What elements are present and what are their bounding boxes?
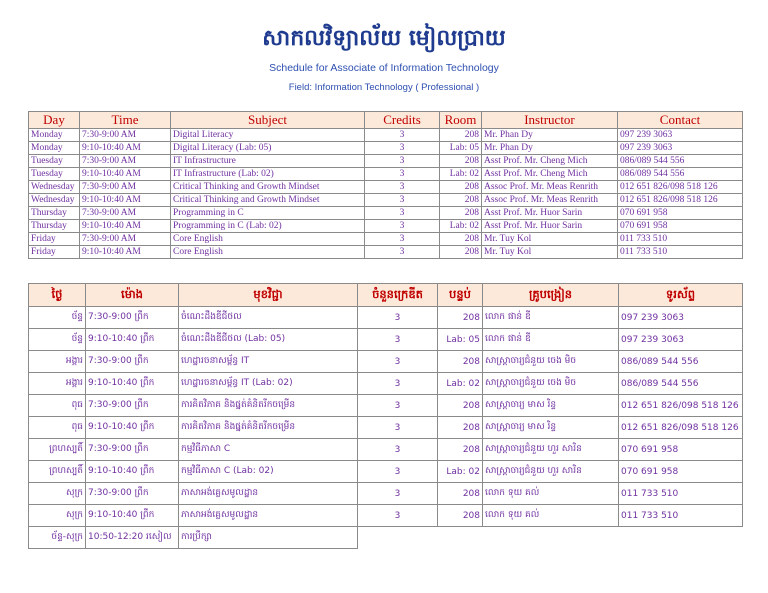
table-cell: 7:30-9:00 ព្រឹក bbox=[86, 395, 179, 417]
table-cell: 3 bbox=[358, 461, 438, 483]
empty-cell bbox=[438, 527, 483, 549]
table-cell: 10:50-12:20 រសៀល bbox=[86, 527, 179, 549]
table-cell: សុក្រ bbox=[29, 483, 86, 505]
table-row bbox=[29, 505, 743, 527]
table-cell: Core English bbox=[171, 246, 365, 259]
table-cell: Assoc Prof. Mr. Meas Renrith bbox=[482, 194, 618, 207]
empty-cell bbox=[483, 527, 619, 549]
table-cell: 012 651 826/098 518 126 bbox=[618, 181, 743, 194]
table-cell: 011 733 510 bbox=[619, 505, 743, 527]
table-cell: 011 733 510 bbox=[618, 233, 743, 246]
table-cell: 208 bbox=[438, 395, 483, 417]
table-cell: 9:10-10:40 AM bbox=[80, 220, 171, 233]
column-header: Time bbox=[80, 112, 171, 129]
table-cell: ចំណេះដឹងឌីជីថល bbox=[179, 307, 358, 329]
table-cell: Asst Prof. Mr. Cheng Mich bbox=[482, 168, 618, 181]
table-cell: 9:10-10:40 AM bbox=[80, 194, 171, 207]
table-cell: ច័ន្ទ-សុក្រ bbox=[29, 527, 86, 549]
table-cell: ភាសាអង់គ្លេសមូលដ្ឋាន bbox=[179, 483, 358, 505]
table-cell: 208 bbox=[438, 505, 483, 527]
table-cell: Monday bbox=[29, 129, 80, 142]
table-row bbox=[29, 220, 743, 233]
table-cell: 9:10-10:40 ព្រឹក bbox=[86, 505, 179, 527]
table-cell: 7:30-9:00 ព្រឹក bbox=[86, 307, 179, 329]
table-row bbox=[29, 395, 743, 417]
table-cell: Programming in C bbox=[171, 207, 365, 220]
table-row bbox=[29, 307, 743, 329]
table-cell: 208 bbox=[438, 483, 483, 505]
table-cell: 070 691 958 bbox=[619, 439, 743, 461]
table-row bbox=[29, 483, 743, 505]
table-cell: Thursday bbox=[29, 207, 80, 220]
table-cell: 3 bbox=[365, 220, 440, 233]
table-cell: 9:10-10:40 AM bbox=[80, 142, 171, 155]
table-cell: Asst Prof. Mr. Cheng Mich bbox=[482, 155, 618, 168]
table-cell: IT Infrastructure bbox=[171, 155, 365, 168]
table-cell: កម្មវិធីភាសា C (Lab: 02) bbox=[179, 461, 358, 483]
table-cell: លោក ផាន់ ឌី bbox=[483, 329, 619, 351]
table-cell: 097 239 3063 bbox=[618, 129, 743, 142]
field-label: Field: Information Technology ( Professional ) bbox=[288, 82, 480, 93]
table-cell: Mr. Tuy Kol bbox=[482, 246, 618, 259]
table-cell: អង្គារ bbox=[29, 351, 86, 373]
table-row bbox=[29, 233, 743, 246]
table-row bbox=[29, 142, 743, 155]
english-schedule-table bbox=[28, 111, 743, 259]
table-cell: ពុធ bbox=[29, 417, 86, 439]
table-cell: Mr. Phan Dy bbox=[482, 129, 618, 142]
table-cell: 208 bbox=[438, 439, 483, 461]
table-cell: សាស្ត្រាចារ្យជំនួយ ចេង មិច bbox=[483, 351, 619, 373]
table-cell: 070 691 958 bbox=[618, 220, 743, 233]
table-cell: លោក ផាន់ ឌី bbox=[483, 307, 619, 329]
table-cell: ការប្រឹក្សា bbox=[179, 527, 358, 549]
table-cell: អង្គារ bbox=[29, 373, 86, 395]
table-cell: សាស្ត្រាចារ្យ មាស រិន្ទ bbox=[483, 395, 619, 417]
table-cell: 011 733 510 bbox=[618, 246, 743, 259]
table-cell: 3 bbox=[365, 246, 440, 259]
table-cell: 3 bbox=[365, 142, 440, 155]
table-cell: Lab: 05 bbox=[438, 329, 483, 351]
table-cell: Lab: 05 bbox=[440, 142, 482, 155]
table-row bbox=[29, 168, 743, 181]
table-cell: 9:10-10:40 ព្រឹក bbox=[86, 329, 179, 351]
table-cell: Lab: 02 bbox=[440, 168, 482, 181]
table-cell: 7:30-9:00 AM bbox=[80, 181, 171, 194]
table-header-row bbox=[29, 112, 743, 129]
table-cell: សាស្ត្រាចារ្យជំនួយ ហួរ សារិន bbox=[483, 439, 619, 461]
table-row bbox=[29, 194, 743, 207]
column-header: គ្រូបង្រៀន bbox=[483, 284, 619, 307]
table-cell: 208 bbox=[440, 246, 482, 259]
table-row bbox=[29, 351, 743, 373]
table-cell: Core English bbox=[171, 233, 365, 246]
table-cell: 7:30-9:00 AM bbox=[80, 129, 171, 142]
table-cell: Lab: 02 bbox=[438, 373, 483, 395]
empty-cell bbox=[358, 527, 438, 549]
table-cell: ច័ន្ទ bbox=[29, 329, 86, 351]
column-header: Subject bbox=[171, 112, 365, 129]
table-cell: 9:10-10:40 AM bbox=[80, 246, 171, 259]
table-cell: 3 bbox=[365, 194, 440, 207]
table-cell: លោក ទុយ គល់ bbox=[483, 483, 619, 505]
table-row bbox=[29, 181, 743, 194]
table-cell: 3 bbox=[358, 439, 438, 461]
university-title: សាកលវិទ្យាល័យ មៀលប្រាយ bbox=[262, 26, 506, 51]
table-cell: 086/089 544 556 bbox=[619, 373, 743, 395]
table-cell: 3 bbox=[365, 233, 440, 246]
table-cell: ច័ន្ទ bbox=[29, 307, 86, 329]
table-cell: 208 bbox=[438, 417, 483, 439]
table-cell: ហេដ្ឋារចនាសម្ព័ន្ធ IT bbox=[179, 351, 358, 373]
table-cell: 9:10-10:40 ព្រឹក bbox=[86, 461, 179, 483]
table-row bbox=[29, 329, 743, 351]
consultation-row bbox=[29, 527, 743, 549]
column-header: Room bbox=[440, 112, 482, 129]
table-cell: Critical Thinking and Growth Mindset bbox=[171, 194, 365, 207]
table-cell: ភាសាអង់គ្លេសមូលដ្ឋាន bbox=[179, 505, 358, 527]
table-cell: Assoc Prof. Mr. Meas Renrith bbox=[482, 181, 618, 194]
table-cell: Digital Literacy (Lab: 05) bbox=[171, 142, 365, 155]
table-cell: Asst Prof. Mr. Huor Sarin bbox=[482, 207, 618, 220]
table-cell: Digital Literacy bbox=[171, 129, 365, 142]
table-cell: 7:30-9:00 AM bbox=[80, 155, 171, 168]
table-cell: Wednesday bbox=[29, 194, 80, 207]
table-cell: Lab: 02 bbox=[438, 461, 483, 483]
table-cell: 070 691 958 bbox=[619, 461, 743, 483]
table-cell: 3 bbox=[365, 181, 440, 194]
table-cell: 208 bbox=[438, 307, 483, 329]
table-cell: 7:30-9:00 ព្រឹក bbox=[86, 351, 179, 373]
table-cell: កម្មវិធីភាសា C bbox=[179, 439, 358, 461]
table-cell: Critical Thinking and Growth Mindset bbox=[171, 181, 365, 194]
table-cell: 3 bbox=[358, 483, 438, 505]
table-cell: 7:30-9:00 AM bbox=[80, 233, 171, 246]
column-header: Instructor bbox=[482, 112, 618, 129]
table-cell: 097 239 3063 bbox=[619, 307, 743, 329]
column-header: Credits bbox=[365, 112, 440, 129]
khmer-schedule-table bbox=[28, 283, 743, 549]
table-row bbox=[29, 246, 743, 259]
table-cell: 3 bbox=[358, 307, 438, 329]
table-cell: ការគិតវិភាគ និងផ្នត់គំនិតរីកចម្រើន bbox=[179, 395, 358, 417]
table-cell: ព្រហស្បតិ៍ bbox=[29, 439, 86, 461]
table-cell: 208 bbox=[440, 181, 482, 194]
table-cell: 3 bbox=[365, 168, 440, 181]
table-cell: 7:30-9:00 AM bbox=[80, 207, 171, 220]
table-cell: Lab: 02 bbox=[440, 220, 482, 233]
table-row bbox=[29, 439, 743, 461]
table-cell: សាស្ត្រាចារ្យជំនួយ ចេង មិច bbox=[483, 373, 619, 395]
table-cell: Wednesday bbox=[29, 181, 80, 194]
table-cell: សាស្ត្រាចារ្យ មាស រិន្ទ bbox=[483, 417, 619, 439]
column-header: ថ្ងៃ bbox=[29, 284, 86, 307]
table-cell: 208 bbox=[440, 233, 482, 246]
table-cell: 3 bbox=[365, 155, 440, 168]
table-cell: Tuesday bbox=[29, 155, 80, 168]
table-cell: ព្រហស្បតិ៍ bbox=[29, 461, 86, 483]
table-header-row bbox=[29, 284, 743, 307]
table-cell: 208 bbox=[438, 351, 483, 373]
table-cell: 012 651 826/098 518 126 bbox=[619, 395, 743, 417]
table-cell: 070 691 958 bbox=[618, 207, 743, 220]
table-cell: 086/089 544 556 bbox=[618, 168, 743, 181]
table-cell: 3 bbox=[358, 505, 438, 527]
table-cell: Asst Prof. Mr. Huor Sarin bbox=[482, 220, 618, 233]
table-cell: 208 bbox=[440, 194, 482, 207]
schedule-subtitle: Schedule for Associate of Information Technology bbox=[269, 62, 499, 74]
table-cell: 7:30-9:00 ព្រឹក bbox=[86, 439, 179, 461]
table-cell: Friday bbox=[29, 233, 80, 246]
table-cell: 9:10-10:40 ព្រឹក bbox=[86, 373, 179, 395]
table-cell: 3 bbox=[365, 129, 440, 142]
table-cell: 086/089 544 556 bbox=[618, 155, 743, 168]
table-cell: IT Infrastructure (Lab: 02) bbox=[171, 168, 365, 181]
table-cell: 7:30-9:00 ព្រឹក bbox=[86, 483, 179, 505]
table-cell: សុក្រ bbox=[29, 505, 86, 527]
table-cell: 9:10-10:40 AM bbox=[80, 168, 171, 181]
table-cell: 3 bbox=[358, 329, 438, 351]
table-cell: សាស្ត្រាចារ្យជំនួយ ហួរ សារិន bbox=[483, 461, 619, 483]
table-cell: លោក ទុយ គល់ bbox=[483, 505, 619, 527]
column-header: Day bbox=[29, 112, 80, 129]
table-cell: Monday bbox=[29, 142, 80, 155]
table-cell: ពុធ bbox=[29, 395, 86, 417]
table-row bbox=[29, 461, 743, 483]
column-header: ទូរស័ព្ទ bbox=[619, 284, 743, 307]
table-cell: 208 bbox=[440, 155, 482, 168]
column-header: បន្ទប់ bbox=[438, 284, 483, 307]
column-header: មុខវិជ្ជា bbox=[179, 284, 358, 307]
table-cell: 3 bbox=[358, 417, 438, 439]
table-row bbox=[29, 373, 743, 395]
column-header: ម៉ោង bbox=[86, 284, 179, 307]
table-cell: 012 651 826/098 518 126 bbox=[618, 194, 743, 207]
table-cell: 3 bbox=[358, 395, 438, 417]
column-header: Contact bbox=[618, 112, 743, 129]
table-cell: 011 733 510 bbox=[619, 483, 743, 505]
table-cell: Friday bbox=[29, 246, 80, 259]
table-row bbox=[29, 417, 743, 439]
table-row bbox=[29, 155, 743, 168]
table-cell: Programming in C (Lab: 02) bbox=[171, 220, 365, 233]
table-cell: 3 bbox=[358, 373, 438, 395]
table-cell: 9:10-10:40 ព្រឹក bbox=[86, 417, 179, 439]
table-cell: Thursday bbox=[29, 220, 80, 233]
table-cell: ហេដ្ឋារចនាសម្ព័ន្ធ IT (Lab: 02) bbox=[179, 373, 358, 395]
table-cell: 097 239 3063 bbox=[619, 329, 743, 351]
empty-cell bbox=[619, 527, 743, 549]
table-cell: 208 bbox=[440, 129, 482, 142]
table-cell: ចំណេះដឹងឌីជីថល (Lab: 05) bbox=[179, 329, 358, 351]
table-cell: ការគិតវិភាគ និងផ្នត់គំនិតរីកចម្រើន bbox=[179, 417, 358, 439]
table-cell: 208 bbox=[440, 207, 482, 220]
table-row bbox=[29, 129, 743, 142]
table-cell: 097 239 3063 bbox=[618, 142, 743, 155]
table-cell: 012 651 826/098 518 126 bbox=[619, 417, 743, 439]
table-row bbox=[29, 207, 743, 220]
table-cell: 3 bbox=[365, 207, 440, 220]
column-header: ចំនួនក្រេឌីត bbox=[358, 284, 438, 307]
table-cell: Mr. Tuy Kol bbox=[482, 233, 618, 246]
table-cell: 3 bbox=[358, 351, 438, 373]
table-cell: Tuesday bbox=[29, 168, 80, 181]
table-cell: 086/089 544 556 bbox=[619, 351, 743, 373]
table-cell: Mr. Phan Dy bbox=[482, 142, 618, 155]
